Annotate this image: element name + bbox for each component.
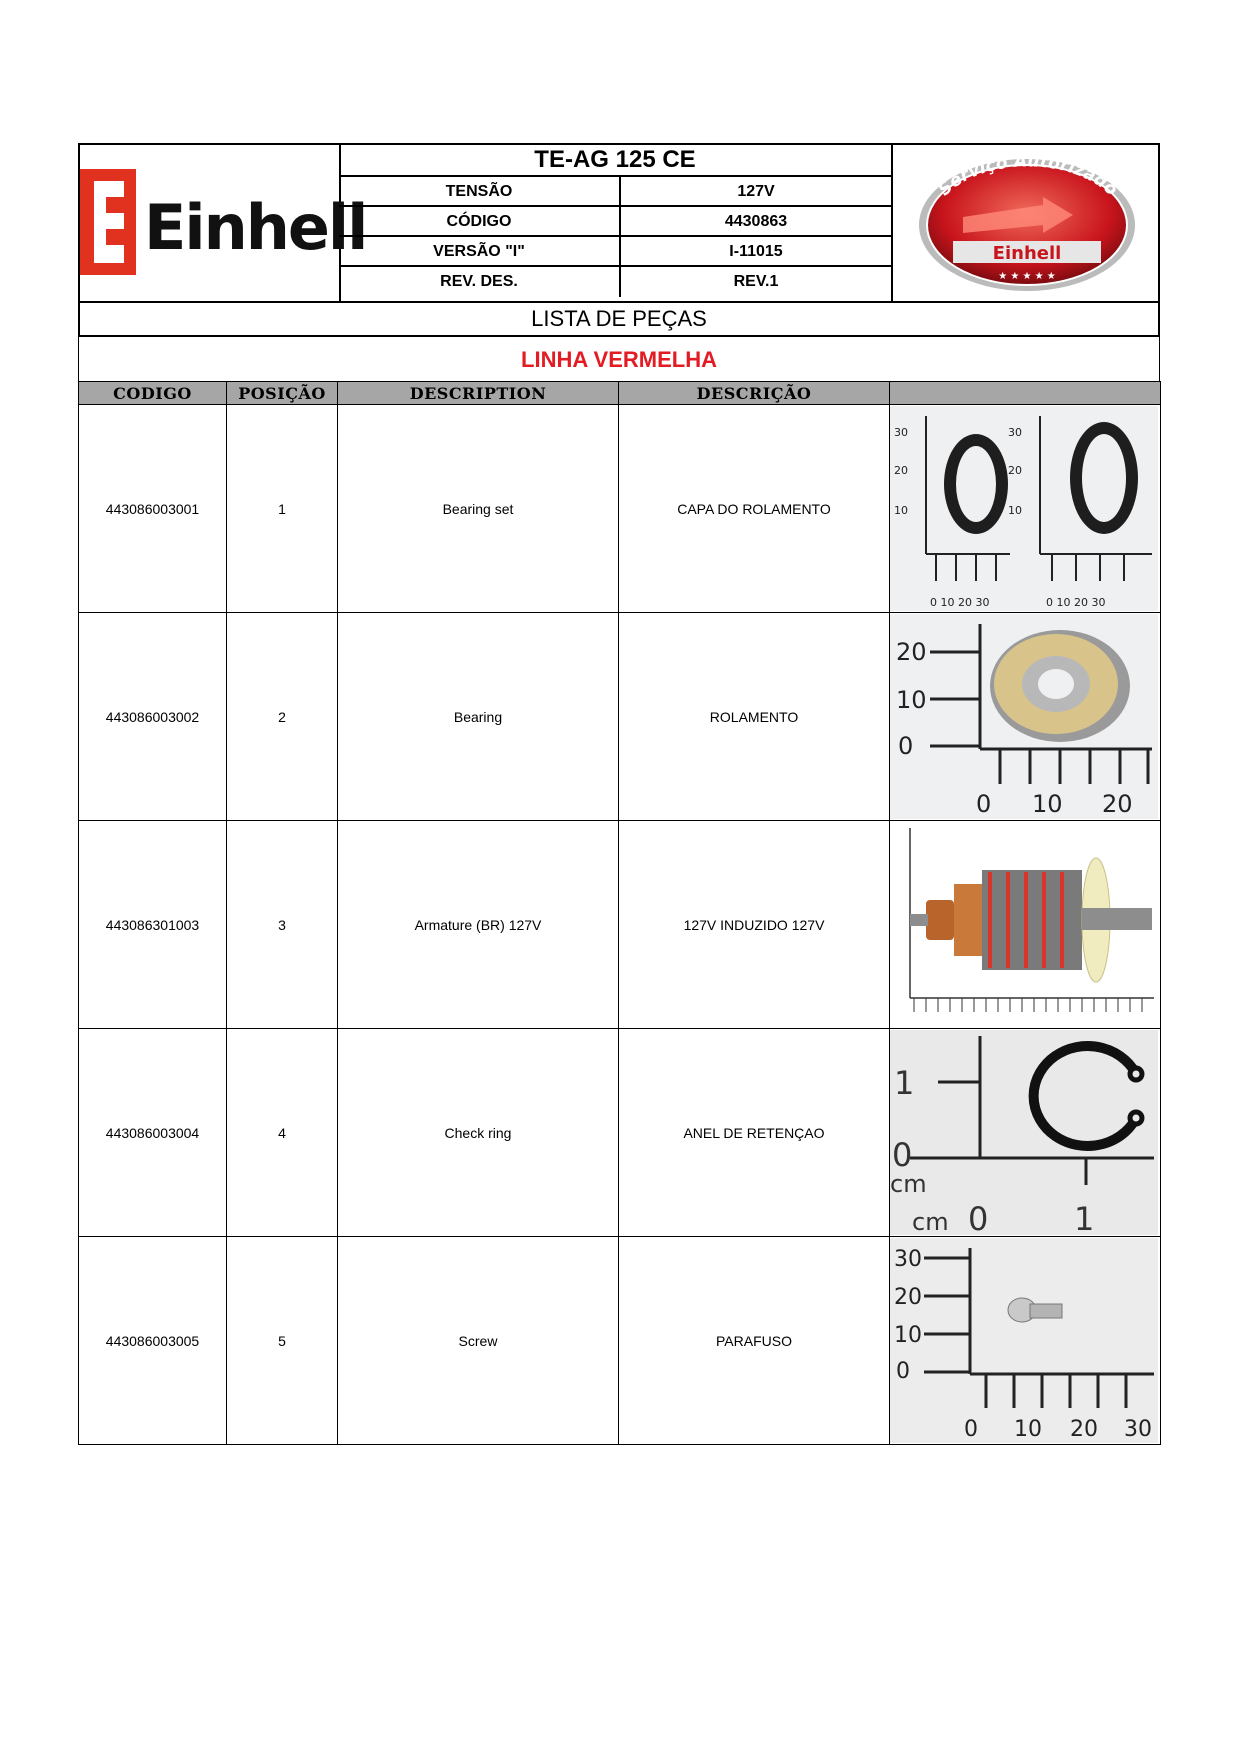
table-row — [79, 405, 1161, 613]
svg-text:0 10 20 30: 0 10 20 30 — [1046, 596, 1106, 609]
part-descricao: ANEL DE RETENÇAO — [619, 1029, 890, 1237]
part-descricao: ROLAMENTO — [619, 613, 890, 821]
svg-text:10: 10 — [894, 1323, 922, 1348]
parts-sheet — [78, 143, 1160, 1445]
svg-text:30: 30 — [894, 1247, 922, 1272]
column-header-position: POSIÇÃO — [227, 382, 338, 405]
svg-text:20: 20 — [1102, 790, 1133, 818]
einhell-logo — [80, 145, 367, 301]
part-description: Bearing — [338, 613, 619, 821]
header-specs — [339, 145, 891, 301]
part-position: 2 — [227, 613, 338, 821]
table-header-row — [79, 382, 1161, 405]
svg-text:10: 10 — [1014, 1417, 1042, 1442]
header-block — [78, 143, 1160, 303]
svg-text:20: 20 — [896, 638, 927, 666]
spec-label: CÓDIGO — [339, 207, 621, 235]
seal-text: Serviço Autorizado — [934, 151, 1122, 201]
spec-row-voltage — [339, 177, 891, 207]
svg-text:20: 20 — [1008, 464, 1022, 477]
model-title: TE-AG 125 CE — [339, 145, 891, 177]
part-descricao: PARAFUSO — [619, 1237, 890, 1445]
svg-text:20: 20 — [894, 1285, 922, 1310]
svg-text:0: 0 — [976, 790, 992, 818]
column-header-image — [890, 382, 1161, 405]
column-header-code: CODIGO — [79, 382, 227, 405]
column-header-descricao: DESCRIÇÃO — [619, 382, 890, 405]
svg-text:cm: cm — [912, 1208, 949, 1236]
svg-text:10: 10 — [1008, 504, 1022, 517]
svg-text:20: 20 — [1070, 1417, 1098, 1442]
svg-text:30: 30 — [894, 426, 908, 439]
spec-value: 4430863 — [724, 213, 788, 230]
svg-text:0: 0 — [892, 1136, 913, 1174]
table-row — [79, 1029, 1161, 1237]
spec-label: REV. DES. — [339, 267, 621, 297]
svg-text:0: 0 — [898, 732, 914, 760]
svg-text:0 10 20 30: 0 10 20 30 — [930, 596, 990, 609]
part-code: 443086003001 — [79, 405, 227, 613]
parts-list-title: LISTA DE PEÇAS — [78, 303, 1160, 337]
spec-row-version — [339, 237, 891, 267]
column-header-description: DESCRIPTION — [338, 382, 619, 405]
spec-value: 127V — [737, 183, 775, 200]
svg-text:10: 10 — [894, 504, 908, 517]
spec-value: I-11015 — [729, 243, 783, 260]
svg-text:10: 10 — [896, 686, 927, 714]
part-position: 4 — [227, 1029, 338, 1237]
part-position: 3 — [227, 821, 338, 1029]
svg-text:0: 0 — [896, 1359, 910, 1384]
svg-text:10: 10 — [1032, 790, 1063, 818]
part-position: 5 — [227, 1237, 338, 1445]
spec-value: REV.1 — [733, 273, 779, 290]
table-row — [79, 1237, 1161, 1445]
svg-text:20: 20 — [894, 464, 908, 477]
part-code: 443086301003 — [79, 821, 227, 1029]
svg-text:30: 30 — [1008, 426, 1022, 439]
spec-label: VERSÃO "I" — [339, 237, 621, 265]
screw-photo — [890, 1237, 1161, 1445]
line-title: LINHA VERMELHA — [78, 337, 1160, 381]
spec-row-revision — [339, 267, 891, 297]
svg-text:30: 30 — [1124, 1417, 1152, 1442]
part-descricao: CAPA DO ROLAMENTO — [619, 405, 890, 613]
authorized-service-seal — [891, 145, 1160, 301]
seal-brand: Einhell — [992, 243, 1062, 264]
part-description: Check ring — [338, 1029, 619, 1237]
svg-text:0: 0 — [968, 1200, 989, 1238]
part-description: Screw — [338, 1237, 619, 1445]
part-position: 1 — [227, 405, 338, 613]
armature-photo — [890, 821, 1161, 1029]
spec-label: TENSÃO — [339, 177, 621, 205]
bearing-cap-photo — [890, 405, 1161, 613]
part-description: Armature (BR) 127V — [338, 821, 619, 1029]
table-row — [79, 821, 1161, 1029]
svg-text:Einhell: Einhell — [144, 191, 367, 264]
part-descricao: 127V INDUZIDO 127V — [619, 821, 890, 1029]
svg-text:1: 1 — [894, 1064, 915, 1102]
svg-text:1: 1 — [1074, 1200, 1095, 1238]
part-code: 443086003004 — [79, 1029, 227, 1237]
retaining-ring-photo — [890, 1029, 1161, 1237]
svg-text:cm: cm — [890, 1170, 927, 1198]
svg-text:★ ★ ★ ★ ★: ★ ★ ★ ★ ★ — [998, 271, 1056, 282]
spec-row-code — [339, 207, 891, 237]
part-code: 443086003005 — [79, 1237, 227, 1445]
part-code: 443086003002 — [79, 613, 227, 821]
svg-text:0: 0 — [964, 1417, 978, 1442]
parts-table — [78, 381, 1161, 1445]
ball-bearing-photo — [890, 613, 1161, 821]
table-row — [79, 613, 1161, 821]
part-description: Bearing set — [338, 405, 619, 613]
